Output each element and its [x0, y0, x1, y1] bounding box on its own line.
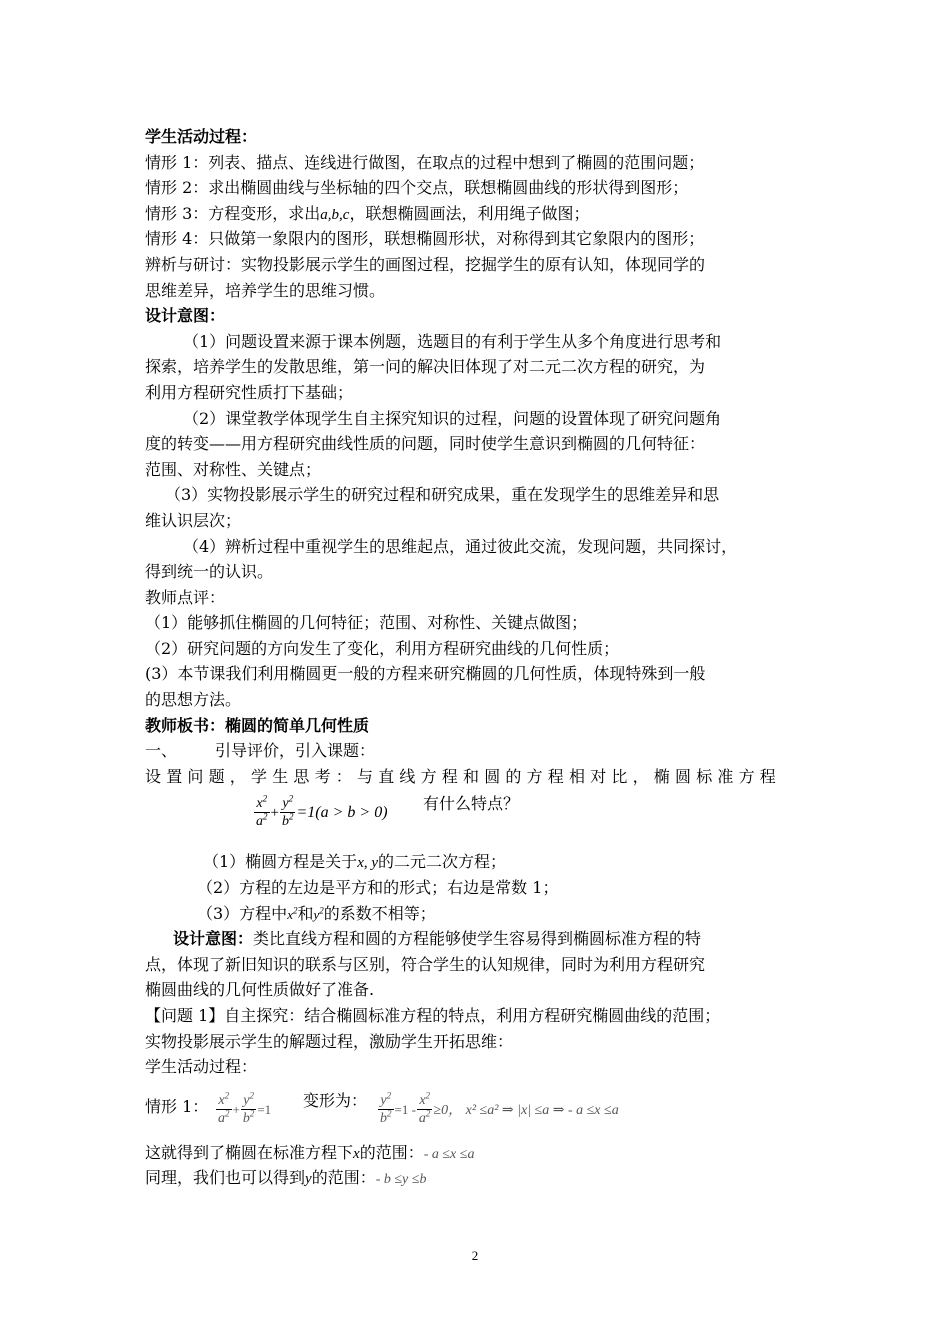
feature-3 — [145, 901, 810, 927]
question-line: 设置问题，学生思考：与直线方程和圆的方程相对比，椭圆标准方程 — [145, 766, 782, 786]
design-point-4a: （4）辨析过程中重视学生的思维起点，通过彼此交流，发现问题，共同探讨， — [183, 536, 738, 556]
deriv-frac-y2-b2: $\frac{y^2}{b^2}$ — [242, 1090, 255, 1126]
design-point-2a: （2）课堂教学体现学生自主探究知识的过程，问题的设置体现了研究问题角 — [183, 408, 722, 428]
comment-1: （1）能够抓住椭圆的几何特征；范围、对称性、关键点做图； — [145, 613, 588, 633]
feature-3-post: 的系数不相等； — [323, 903, 436, 923]
case-3-text-pre: 情形 3：方程变形，求出 — [145, 203, 321, 223]
analysis-line-1: 辨析与研讨：实物投影展示学生的画图过程，挖掘学生的原有认知，体现同学的 — [145, 254, 706, 274]
section-title-design-intent: 设计意图： — [145, 306, 226, 326]
design-point-3b: 维认识层次； — [145, 510, 242, 530]
feature-3-x2: $x^2$ — [287, 905, 298, 922]
equation-condition: =1(a > b > 0) — [296, 804, 388, 822]
design-point-2c: 范围、对称性、关键点； — [145, 459, 322, 479]
design-intent-2-line-2: 点，体现了新旧知识的联系与区别，符合学生的认知规律，同时为利用方程研究 — [145, 954, 706, 974]
case-2-line: 情形 2：求出椭圆曲线与坐标轴的四个交点，联想椭圆曲线的形状得到图形； — [145, 178, 689, 198]
range-x-pre: 这就得到了椭圆在标准方程下 — [145, 1142, 354, 1162]
section-title-student-activity: 学生活动过程： — [145, 127, 258, 146]
design-point-1c: 利用方程研究性质打下基础； — [145, 382, 354, 402]
design-point-4b: 得到统一的认识。 — [145, 562, 274, 582]
feature-3-y2: $y^2$ — [313, 905, 324, 922]
range-x-math: - a ≤x ≤a — [423, 1146, 475, 1162]
design-intent-2-line-3: 椭圆曲线的几何性质做好了准备. — [145, 980, 375, 1000]
equation-suffix: 有什么特点？ — [423, 794, 520, 814]
comment-3b: 的思想方法。 — [145, 690, 242, 710]
deriv-frac-x2-a2-2: $\frac{x^2}{a^2}$ — [418, 1090, 431, 1126]
intro-text: 引导评价，引入课题： — [215, 741, 376, 761]
range-y-math: - b ≤y ≤b — [375, 1172, 427, 1188]
design-intent-2-title: 设计意图： — [173, 929, 254, 949]
deriv-frac-x2-a2: $\frac{x^2}{a^2}$ — [218, 1090, 230, 1126]
design-point-3a: （3）实物投影展示学生的研究过程和研究成果，重在发现学生的思维差异和思 — [165, 485, 720, 505]
design-intent-2-text-1: 类比直线方程和圆的方程能够使学生容易得到椭圆标准方程的特 — [253, 929, 702, 949]
intro-heading — [145, 738, 810, 764]
fraction-y2-b2: $\frac{y^2}{b^2}$ — [281, 793, 294, 830]
feature-3-and: 和 — [297, 903, 314, 923]
problem-1-line-2: 实物投影展示学生的解题过程，激励学生开拓思维： — [145, 1031, 514, 1051]
range-y-var: y — [305, 1171, 312, 1188]
range-y-line — [145, 1165, 810, 1191]
section-title-board: 教师板书：椭圆的简单几何性质 — [145, 715, 370, 735]
design-point-2b: 度的转变——用方程研究曲线性质的问题，同时使学生意识到椭圆的几何特征： — [145, 434, 706, 454]
feature-1-pre: （1）椭圆方程是关于 — [203, 852, 358, 872]
feature-1 — [145, 849, 810, 875]
feature-1-math: x, y — [357, 855, 379, 872]
case-3-math: a,b,c — [320, 206, 350, 223]
feature-3-pre: （3）方程中 — [197, 903, 288, 923]
case-1-derivation: 情形 1： $\frac{x^2}{a^2}$ + $\frac{y^2}{b^2}$ =1 变形为： $\frac{y^2}{b^2}$ =1 - $\frac{x^2}{a^2}$ ≥0， x² ≤a² ⇒ |x| ≤a ⇒ - a ≤x ≤a — [145, 1080, 810, 1140]
design-point-1a: （1）问题设置来源于课本例题，选题目的有利于学生从多个角度进行思考和 — [183, 331, 722, 351]
fraction-x2-a2: $\frac{x^2}{a^2}$ — [256, 793, 268, 830]
range-y-mid: 的范围： — [311, 1168, 376, 1188]
comment-2: （2）研究问题的方向发生了变化，利用方程研究曲线的几何性质； — [145, 638, 620, 658]
derivation-chain: ≥0， x² ≤a² ⇒ |x| ≤a ⇒ - a ≤x ≤a — [433, 1102, 619, 1118]
range-x-mid: 的范围： — [359, 1142, 424, 1162]
problem-1-line-1: 【问题 1】自主探究：结合椭圆标准方程的特点，利用方程研究椭圆曲线的范围； — [145, 1006, 721, 1025]
ellipse-standard-equation: $\frac{x^2}{a^2}$ + $\frac{y^2}{b^2}$ =1(a > b > 0) 有什么特点？ — [145, 789, 810, 845]
feature-2: （2）方程的左边是平方和的形式；右边是常数 1； — [197, 878, 559, 898]
range-x-var: x — [353, 1145, 360, 1162]
case-1-line: 情形 1：列表、描点、连线进行做图，在取点的过程中想到了椭圆的范围问题； — [145, 152, 705, 172]
design-point-1b: 探索，培养学生的发散思维，第一问的解决旧体现了对二元二次方程的研究，为 — [145, 357, 706, 377]
design-intent-2-line-1 — [145, 926, 810, 952]
case-1-label: 情形 1： — [145, 1096, 209, 1116]
document-body — [145, 124, 810, 1191]
feature-1-post: 的二元二次方程； — [378, 852, 507, 872]
case-4-line: 情形 4：只做第一象限内的图形，联想椭圆形状，对称得到其它象限内的图形； — [145, 229, 705, 249]
range-x-line — [145, 1140, 810, 1166]
case-3-line — [145, 201, 810, 227]
problem-1-line-3: 学生活动过程： — [145, 1057, 258, 1077]
deriv-frac-y2-b2-2: $\frac{y^2}{b^2}$ — [380, 1090, 392, 1126]
intro-number: 一、 — [145, 741, 178, 761]
analysis-line-2: 思维差异，培养学生的思维习惯。 — [145, 280, 386, 300]
page-number: 2 — [471, 1248, 479, 1263]
section-title-teacher-comment: 教师点评： — [145, 587, 226, 607]
comment-3a: (3）本节课我们利用椭圆更一般的方程来研究椭圆的几何性质，体现特殊到一般 — [145, 664, 706, 684]
case-3-text-post: ，联想椭圆画法，利用绳子做图； — [349, 203, 590, 223]
transform-label: 变形为： — [303, 1090, 368, 1110]
range-y-pre: 同理，我们也可以得到 — [145, 1168, 306, 1188]
